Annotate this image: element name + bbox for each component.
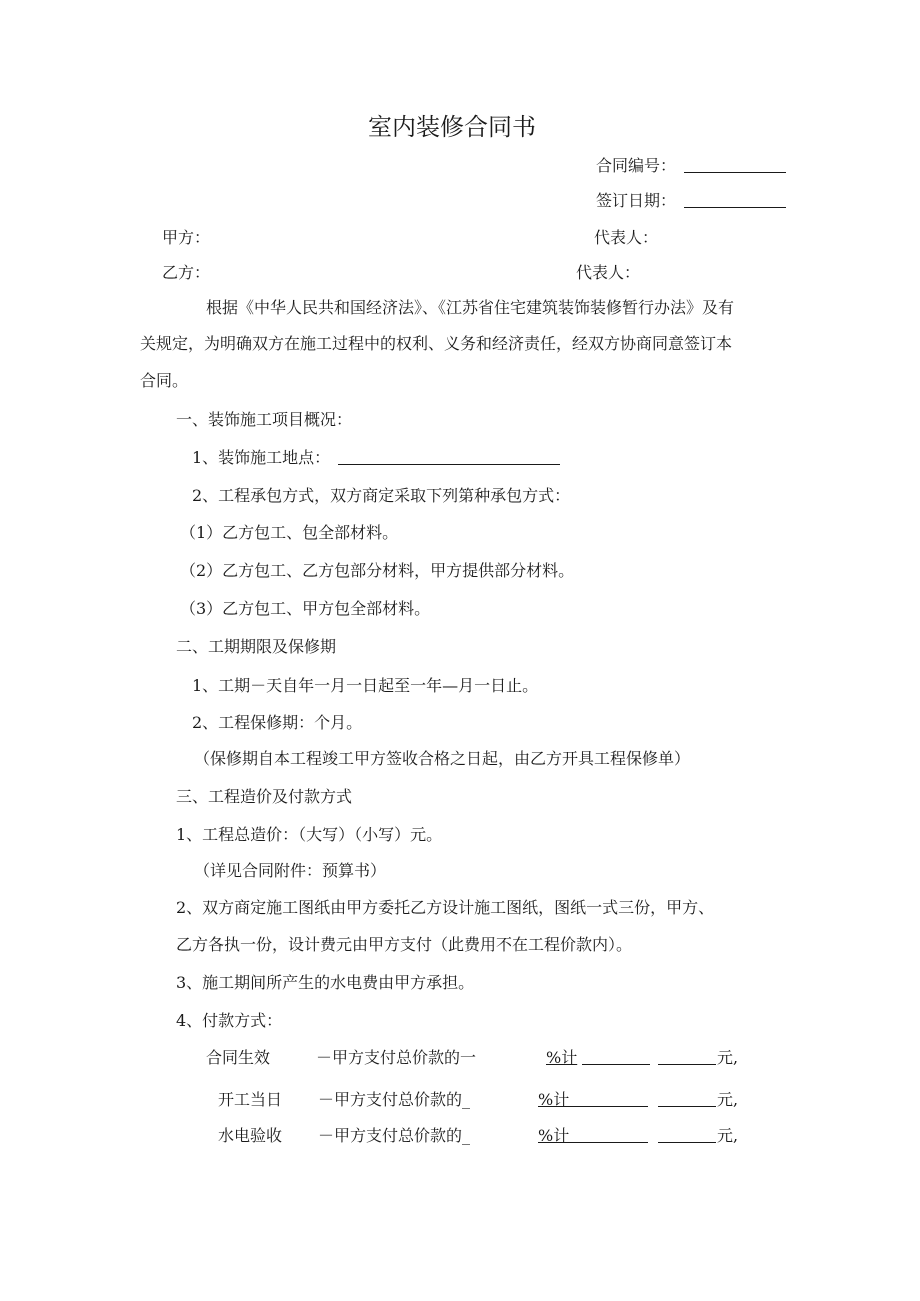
payment-yuan: 元, — [717, 1126, 739, 1145]
party-b-rep-label: 代表人： — [576, 263, 641, 282]
intro-line-2: 关规定，为明确双方在施工过程中的权利、义务和经济责任，经双方协商同意签订本 — [140, 334, 733, 353]
section-2-heading: 二、工期期限及保修期 — [176, 637, 337, 656]
section-1-item-2: 2、工程承包方式，双方商定采取下列第种承包方式： — [192, 486, 571, 505]
payment-percent: %计 — [538, 1126, 570, 1145]
payment-stage: 水电验收 — [218, 1126, 283, 1145]
contract-option-1: （1）乙方包工、包全部材料。 — [180, 523, 399, 542]
contract-no-blank[interactable] — [684, 172, 786, 173]
payment-amount-blank[interactable] — [582, 1064, 650, 1065]
section-3-item-3: 3、施工期间所产生的水电费由甲方承担。 — [176, 973, 475, 992]
section-2-item-2: 2、工程保修期：个月。 — [192, 713, 363, 732]
payment-yuan-blank[interactable] — [658, 1106, 716, 1107]
payment-desc: －甲方支付总价款的_ — [318, 1090, 471, 1109]
payment-yuan: 元, — [717, 1048, 739, 1067]
payment-yuan-blank[interactable] — [658, 1064, 716, 1065]
section-3-heading: 三、工程造价及付款方式 — [176, 787, 353, 806]
section-3-item-1: 1、工程总造价：（大写）（小写）元。 — [176, 825, 443, 844]
payment-percent: %计 — [538, 1090, 570, 1109]
payment-percent: %计 — [546, 1048, 578, 1067]
intro-line-3: 合同。 — [140, 371, 189, 390]
warranty-note: （保修期自本工程竣工甲方签收合格之日起，由乙方开具工程保修单） — [194, 749, 691, 768]
payment-stage: 开工当日 — [218, 1090, 283, 1109]
contract-option-2: （2）乙方包工、乙方包部分材料，甲方提供部分材料。 — [180, 561, 575, 580]
contract-no-label: 合同编号： — [596, 156, 677, 175]
budget-note: （详见合同附件：预算书） — [194, 861, 387, 880]
section-1-item-1: 1、装饰施工地点： — [192, 448, 331, 467]
party-a-rep-label: 代表人： — [594, 228, 659, 247]
section-3-item-4: 4、付款方式： — [176, 1011, 283, 1030]
sign-date-blank[interactable] — [684, 207, 786, 208]
section-3-item-2-line-1: 2、双方商定施工图纸由甲方委托乙方设计施工图纸，图纸一式三份，甲方、 — [176, 898, 715, 917]
payment-yuan-blank[interactable] — [658, 1142, 716, 1143]
sign-date-label: 签订日期： — [596, 191, 677, 210]
payment-yuan: 元, — [717, 1090, 739, 1109]
section-3-item-2-line-2: 乙方各执一份，设计费元由甲方支付（此费用不在工程价款内）。 — [176, 935, 633, 954]
payment-stage: 合同生效 — [206, 1048, 271, 1067]
page-title: 室内装修合同书 — [368, 113, 536, 141]
site-address-blank[interactable] — [338, 464, 560, 465]
intro-line-1: 根据《中华人民共和国经济法》、《江苏省住宅建筑装饰装修暂行办法》及有 — [206, 298, 735, 317]
party-a-label: 甲方： — [162, 228, 211, 247]
payment-desc: －甲方支付总价款的_ — [318, 1126, 471, 1145]
payment-amount-blank[interactable] — [568, 1142, 648, 1143]
payment-amount-blank[interactable] — [568, 1106, 648, 1107]
section-2-item-1: 1、工期－天自年一月一日起至一年—月一日止。 — [192, 676, 539, 695]
payment-desc: －甲方支付总价款的一 — [316, 1048, 477, 1067]
party-b-label: 乙方： — [162, 263, 211, 282]
contract-option-3: （3）乙方包工、甲方包全部材料。 — [180, 599, 431, 618]
section-1-heading: 一、装饰施工项目概况： — [176, 410, 353, 429]
